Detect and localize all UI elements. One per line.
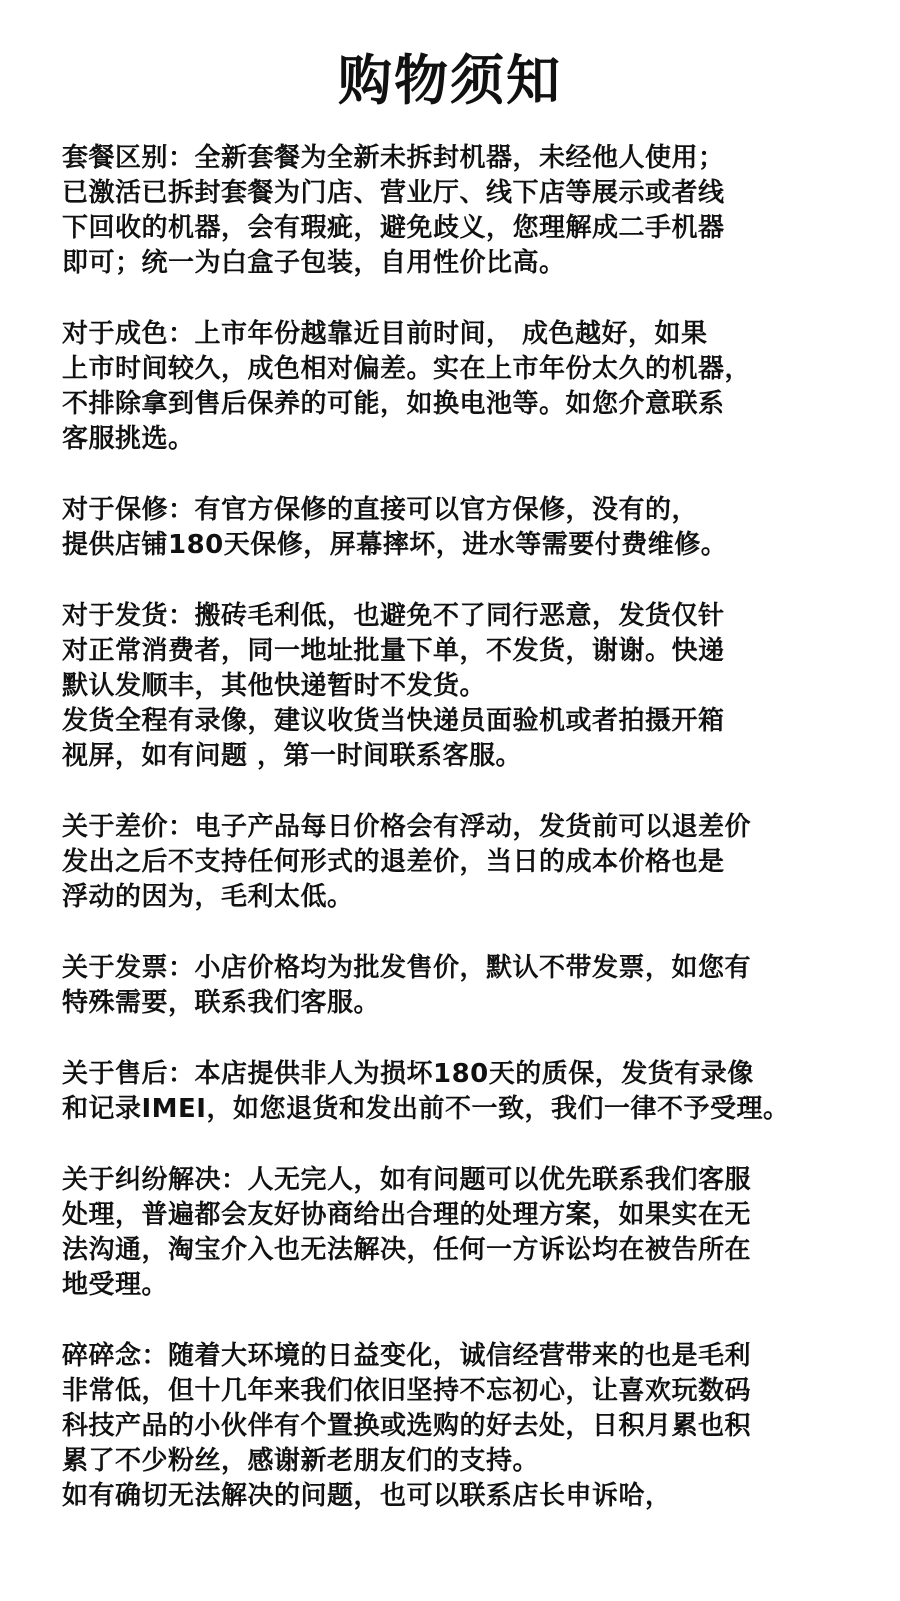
section-notes [62,1339,882,1514]
section-invoice [62,951,882,1021]
section-shipping [62,599,882,774]
text-line: 已激活已拆封套餐为门店、营业厅、线下店等展示或者线 [62,178,725,208]
text-line: 法沟通，淘宝介入也无法解决，任何一方诉讼均在被告所在 [62,1235,752,1265]
section-condition [62,317,882,457]
text-line: 关于纠纷解决：人无完人，如有问题可以优先联系我们客服 [62,1165,752,1195]
text-line: 累了不少粉丝，感谢新老朋友们的支持。 [62,1446,540,1476]
page-title: 购物须知 [338,49,562,112]
text-line: 发货全程有录像，建议收货当快递员面验机或者拍摄开箱 [62,706,725,736]
section-after-sales [62,1057,882,1127]
text-line: 下回收的机器，会有瑕疵，避免歧义，您理解成二手机器 [62,213,725,243]
text-line: 对于保修：有官方保修的直接可以官方保修，没有的， [62,495,699,525]
text-line: 如有确切无法解决的问题，也可以联系店长申诉哈， [62,1481,672,1511]
text-line: 关于差价：电子产品每日价格会有浮动，发货前可以退差价 [62,812,752,842]
section-dispute-resolution [62,1163,882,1303]
text-line: 对于成色：上市年份越靠近目前时间， 成色越好，如果 [62,319,708,349]
text-line: 不排除拿到售后保养的可能，如换电池等。如您介意联系 [62,389,725,419]
section-price-difference [62,810,882,915]
text-line: 地受理。 [62,1270,169,1300]
text-line: 特殊需要，联系我们客服。 [62,988,381,1018]
text-line: 对于发货：搬砖毛利低，也避免不了同行恶意，发货仅针 [62,601,725,631]
text-line: 关于售后：本店提供非人为损坏180天的质保，发货有录像 [62,1059,754,1089]
text-line: 套餐区别：全新套餐为全新未拆封机器，未经他人使用； [62,143,725,173]
notice-content [62,141,882,1550]
text-line: 关于发票：小店价格均为批发售价，默认不带发票，如您有 [62,953,752,983]
section-package-difference [62,141,882,281]
text-line: 和记录IMEI，如您退货和发出前不一致，我们一律不予受理。 [62,1094,790,1124]
text-line: 非常低，但十几年来我们依旧坚持不忘初心，让喜欢玩数码 [62,1376,752,1406]
text-line: 对正常消费者，同一地址批量下单，不发货，谢谢。快递 [62,636,725,666]
text-line: 即可；统一为白盒子包装，自用性价比高。 [62,248,566,278]
text-line: 客服挑选。 [62,424,195,454]
text-line: 发出之后不支持任何形式的退差价，当日的成本价格也是 [62,847,725,877]
text-line: 浮动的因为，毛利太低。 [62,882,354,912]
text-line: 提供店铺180天保修，屏幕摔坏，进水等需要付费维修。 [62,530,728,560]
text-line: 科技产品的小伙伴有个置换或选购的好去处，日积月累也积 [62,1411,752,1441]
section-warranty [62,493,882,563]
text-line: 碎碎念：随着大环境的日益变化，诚信经营带来的也是毛利 [62,1341,752,1371]
text-line: 上市时间较久，成色相对偏差。实在上市年份太久的机器， [62,354,752,384]
text-line: 视屏，如有问题 ，第一时间联系客服。 [62,741,523,771]
text-line: 处理，普遍都会友好协商给出合理的处理方案，如果实在无 [62,1200,752,1230]
text-line: 默认发顺丰，其他快递暂时不发货。 [62,671,487,701]
